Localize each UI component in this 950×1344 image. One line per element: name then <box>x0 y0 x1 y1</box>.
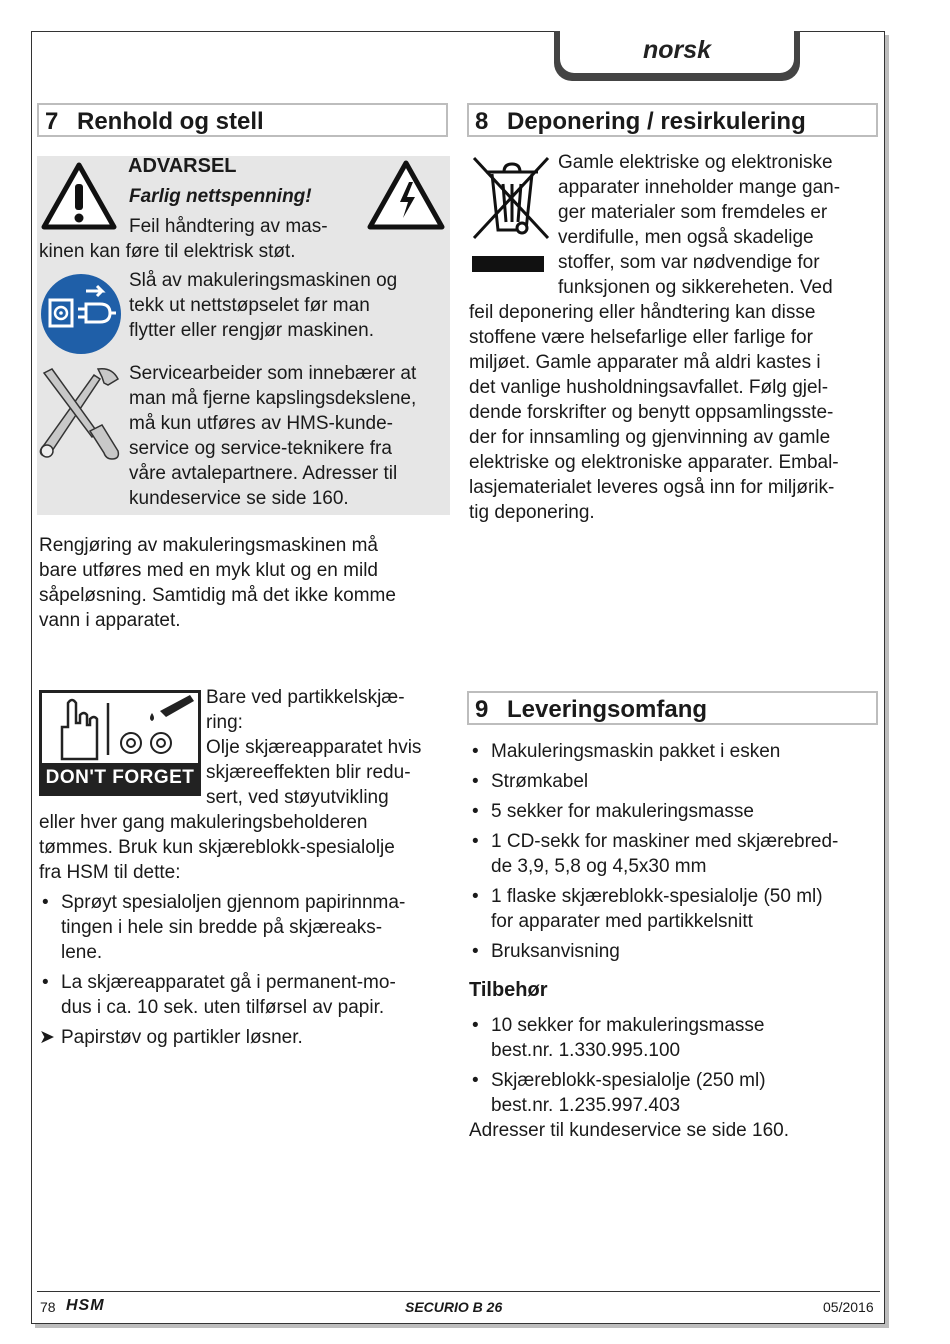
disposal-text <box>469 300 839 525</box>
oil-instructions <box>39 810 449 1050</box>
unplug-mandatory-icon <box>40 273 122 355</box>
disposal-text-line: ger materialer som fremdeles er <box>558 202 828 223</box>
page-number: 78 <box>40 1299 56 1315</box>
oil-intro-line: Bare ved partikkelskjæ- <box>206 687 405 708</box>
list-item: • Bruksanvisning <box>469 939 879 964</box>
accessories-heading: Tilbehør <box>469 979 548 1001</box>
oil-text-line: fra HSM til dette: <box>39 862 181 883</box>
dont-forget-icon <box>39 690 201 796</box>
oil-intro-line: sert, ved støyutvikling <box>206 787 389 808</box>
unplug-text-line: Slå av makuleringsmaskinen og <box>129 270 398 291</box>
list-item: • 1 CD-sekk for maskiner med skjærebred- de 3,9, 5,8 og 4,5x30 mm <box>469 829 879 879</box>
model-name: SECURIO B 26 <box>405 1299 503 1315</box>
service-text-line: man må fjerne kapslingsdekslene, <box>129 388 417 409</box>
section-title: Leveringsomfang <box>507 696 708 723</box>
section-number: 7 <box>45 108 59 135</box>
disposal-text-line: lasjematerialet leveres også inn for miljørik- <box>469 477 835 498</box>
oil-intro-line: ring: <box>206 712 243 733</box>
language-label: norsk <box>642 36 712 64</box>
list-item: • 1 flaske skjæreblokk-spesialolje (50 ml) for apparater med partikkelsnitt <box>469 884 879 934</box>
oil-intro <box>206 685 421 810</box>
list-item: • La skjæreapparatet gå i permanent-mo- dus i ca. 10 sek. uten tilførsel av papir. <box>39 970 449 1020</box>
oil-intro-line: skjæreeffekten blir redu- <box>206 762 411 783</box>
disposal-text-line: dende forskrifter og benytt oppsamlingsste- <box>469 402 834 423</box>
service-text-line: må kun utføres av HMS-kunde- <box>129 413 393 434</box>
oil-text-line: tømmes. Bruk kun skjæreblokk-spesialolje <box>39 837 395 858</box>
section-7-heading <box>37 103 448 137</box>
electric-hazard-icon <box>367 160 445 230</box>
disposal-text-line: Gamle elektriske og elektroniske <box>558 152 833 173</box>
disposal-text-line: der for innsamling og gjenvinning av gamle <box>469 427 831 448</box>
list-item: • Makuleringsmaskin pakket i esken <box>469 739 879 764</box>
list-item: • Sprøyt spesialoljen gjennom papirinnma- tingen i hele sin bredde på skjæreaks- lene. <box>39 890 449 965</box>
service-text-line: kundeservice se side 160. <box>129 488 349 509</box>
result-text: Papirstøv og partikler løsner. <box>61 1027 303 1048</box>
disposal-text-line: elektriske og elektroniske apparater. Embal- <box>469 452 839 473</box>
service-text-line: service og service-teknikere fra <box>129 438 392 459</box>
service-text-line: Servicearbeider som innebærer at <box>129 363 417 384</box>
result-line <box>39 1025 449 1050</box>
oil-intro-line: Olje skjæreapparatet hvis <box>206 737 422 758</box>
list-item: • Strømkabel <box>469 769 879 794</box>
warning-hazard: Farlig nettspenning! <box>129 186 312 207</box>
oil-text-line: eller hver gang makuleringsbeholderen <box>39 812 368 833</box>
brand-logo: HSM <box>66 1297 105 1314</box>
disposal-text-line: feil deponering eller håndtering kan disse <box>469 302 816 323</box>
cleaning-text-line: såpeløsning. Samtidig må det ikke komme <box>39 585 396 606</box>
unplug-text-line: flytter eller rengjør maskinen. <box>129 320 374 341</box>
weee-bin-icon <box>470 152 552 276</box>
footer-date: 05/2016 <box>823 1299 874 1315</box>
section-number: 8 <box>475 108 489 135</box>
disposal-text-line: stoffer, som var nødvendige for <box>558 252 820 273</box>
list-item: • 5 sekker for makuleringsmasse <box>469 799 879 824</box>
disposal-text-line: stoffene være helsefarlige eller farlige for <box>469 327 813 348</box>
section-title: Renhold og stell <box>77 108 264 135</box>
hand-gears-icon <box>42 693 198 763</box>
unplug-text <box>129 268 397 343</box>
footer-divider <box>37 1291 880 1292</box>
disposal-text-line: tig deponering. <box>469 502 595 523</box>
delivery-scope <box>469 739 879 1143</box>
cleaning-text <box>39 533 396 633</box>
section-8-heading <box>467 103 878 137</box>
section-title: Deponering / resirkulering <box>507 108 806 135</box>
cleaning-text-line: Rengjøring av makuleringsmaskinen må <box>39 535 378 556</box>
disposal-text-line: verdifulle, men også skadelige <box>558 227 814 248</box>
disposal-text-line: funksjonen og sikkereheten. Ved <box>558 277 833 298</box>
dont-forget-label: DON'T FORGET <box>42 763 198 793</box>
arrow-icon: ➤ <box>39 1027 55 1048</box>
language-tab <box>554 31 800 81</box>
list-item: • Skjæreblokk-spesialolje (250 ml) best.nr. 1.235.997.403 <box>469 1068 879 1118</box>
disposal-text-line: apparater inneholder mange gan- <box>558 177 841 198</box>
accessories-list <box>469 1013 879 1118</box>
service-text <box>129 361 416 511</box>
cleaning-text-line: bare utføres med en myk klut og en mild <box>39 560 378 581</box>
list-item: • 10 sekker for makuleringsmasse best.nr. 1.330.995.100 <box>469 1013 879 1063</box>
warning-text-line2: kinen kan føre til elektrisk støt. <box>39 241 296 262</box>
service-note: Adresser til kundeservice se side 160. <box>469 1120 789 1141</box>
disposal-text-line: det vanlige husholdningsavfallet. Følg gjel- <box>469 377 829 398</box>
service-text-line: våre avtalepartnere. Adresser til <box>129 463 398 484</box>
cleaning-text-line: vann i apparatet. <box>39 610 181 631</box>
disposal-text-line: miljøet. Gamle apparater må aldri kastes i <box>469 352 821 373</box>
oil-steps-list <box>39 890 449 1020</box>
section-number: 9 <box>475 696 489 723</box>
warning-text-line1: Feil håndtering av mas- <box>129 216 328 237</box>
delivery-list <box>469 739 879 964</box>
section-9-heading <box>467 691 878 725</box>
warning-triangle-icon <box>41 162 117 230</box>
warning-label: ADVARSEL <box>128 155 237 177</box>
unplug-text-line: tekk ut nettstøpselet før man <box>129 295 370 316</box>
disposal-text-beside <box>558 150 840 300</box>
tools-icon <box>38 365 122 461</box>
